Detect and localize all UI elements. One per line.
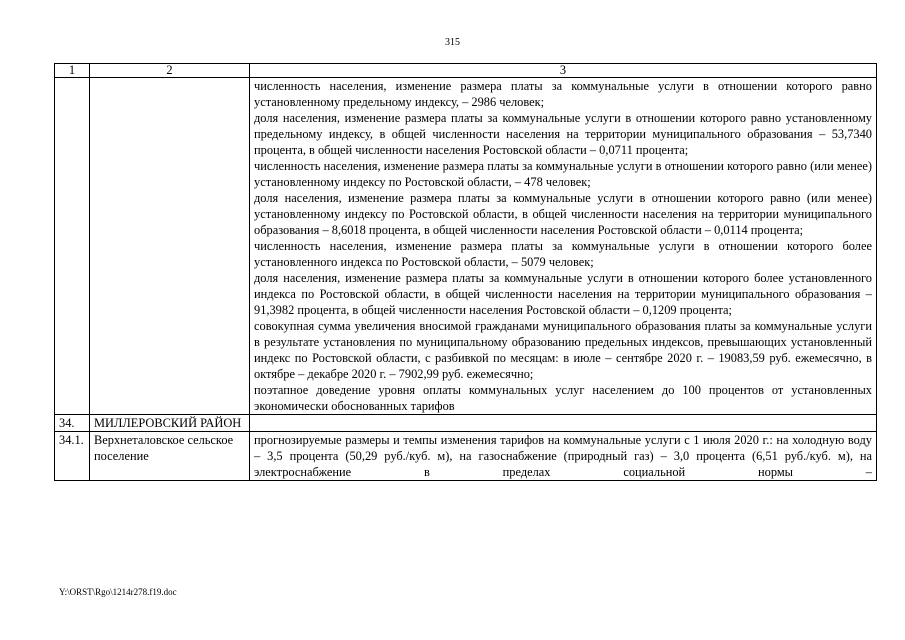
paragraph-population-equal-index: численность населения, изменение размера платы за коммунальные услуги в отношении которого равно установленному предельному индексу, – 2986 человек;: [254, 79, 872, 109]
paragraph-share-equal-index: доля населения, изменение размера платы за коммунальные услуги в отношении которого равно установленному предельному индексу, в общей численности населения на территории муниципального образования – 53,7340 процента, в общей численности населения Ростовской области – 0,0711 процента;: [254, 111, 872, 157]
column-number-1: 1: [55, 64, 90, 78]
paragraph-total-payment-increase: совокупная сумма увеличения вносимой гражданами муниципального образования платы за коммунальные услуги в результате установления по муниципальному образованию предельных индексов, превышающих установленный индекс по Ростовской области, с разбивкой по месяцам: в июле – сентябре 2020 г. – 19083,59 руб. ежемесячно, в октябре – декабре 2020 г. – 7902,99 руб. ежемесячно;: [254, 319, 872, 381]
settlement-text-cell: [250, 432, 877, 481]
table-header-row: [55, 64, 877, 78]
district-row: [55, 415, 877, 432]
column-number-2: 2: [90, 64, 250, 78]
continuation-name-cell: [90, 78, 250, 415]
paragraph-gradual-payment-increase: поэтапное доведение уровня оплаты коммунальных услуг населением до 100 процентов от установленных экономически обоснованных тарифов: [254, 383, 872, 413]
paragraph-share-above-regional-index: доля населения, изменение размера платы за коммунальные услуги в отношении которого более установленного индекса по Ростовской области, в общей численности населения на территории муниципального образования – 91,3982 процента, в общей численности населения Ростовской области – 0,1209 процента;: [254, 271, 872, 317]
paragraph-share-below-regional-index: доля населения, изменение размера платы за коммунальные услуги в отношении которого равно (или менее) установленному индексу по Ростовской области, в общей численности населения на территории муниципального образования – 8,6018 процента, в общей численности населения Ростовской области – 0,0114 процента;: [254, 191, 872, 237]
continuation-number-cell: [55, 78, 90, 415]
column-number-3: 3: [250, 64, 877, 78]
district-name: МИЛЛЕРОВСКИЙ РАЙОН: [90, 415, 250, 432]
page-number: 315: [445, 37, 460, 48]
paragraph-population-above-regional-index: численность населения, изменение размера платы за коммунальные услуги в отношении которого более установленного индекса по Ростовской области, – 5079 человек;: [254, 239, 872, 269]
district-number: 34.: [55, 415, 90, 432]
document-table: [54, 63, 877, 481]
continuation-row: [55, 78, 877, 415]
file-path-footer: Y:\ORST\Rgo\1214r278.f19.doc: [59, 587, 177, 597]
district-empty-cell: [250, 415, 877, 432]
settlement-number: 34.1.: [55, 432, 90, 481]
paragraph-population-below-regional-index: численность населения, изменение размера платы за коммунальные услуги в отношении которого равно (или менее) установленному индексу по Ростовской области, – 478 человек;: [254, 159, 872, 189]
settlement-row: [55, 432, 877, 481]
settlement-name: Верхнеталовское сельское поселение: [90, 432, 250, 481]
settlement-tariff-text: прогнозируемые размеры и темпы изменения тарифов на коммунальные услуги с 1 июля 2020 г.: на холодную воду – 3,5 процента (50,29 руб./куб. м), на газоснабжение (природный газ) – 3,0 процента (6,51 руб./куб. м), на электроснабжение в пределах социальной нормы –: [254, 433, 872, 479]
continuation-text-cell: [250, 78, 877, 415]
